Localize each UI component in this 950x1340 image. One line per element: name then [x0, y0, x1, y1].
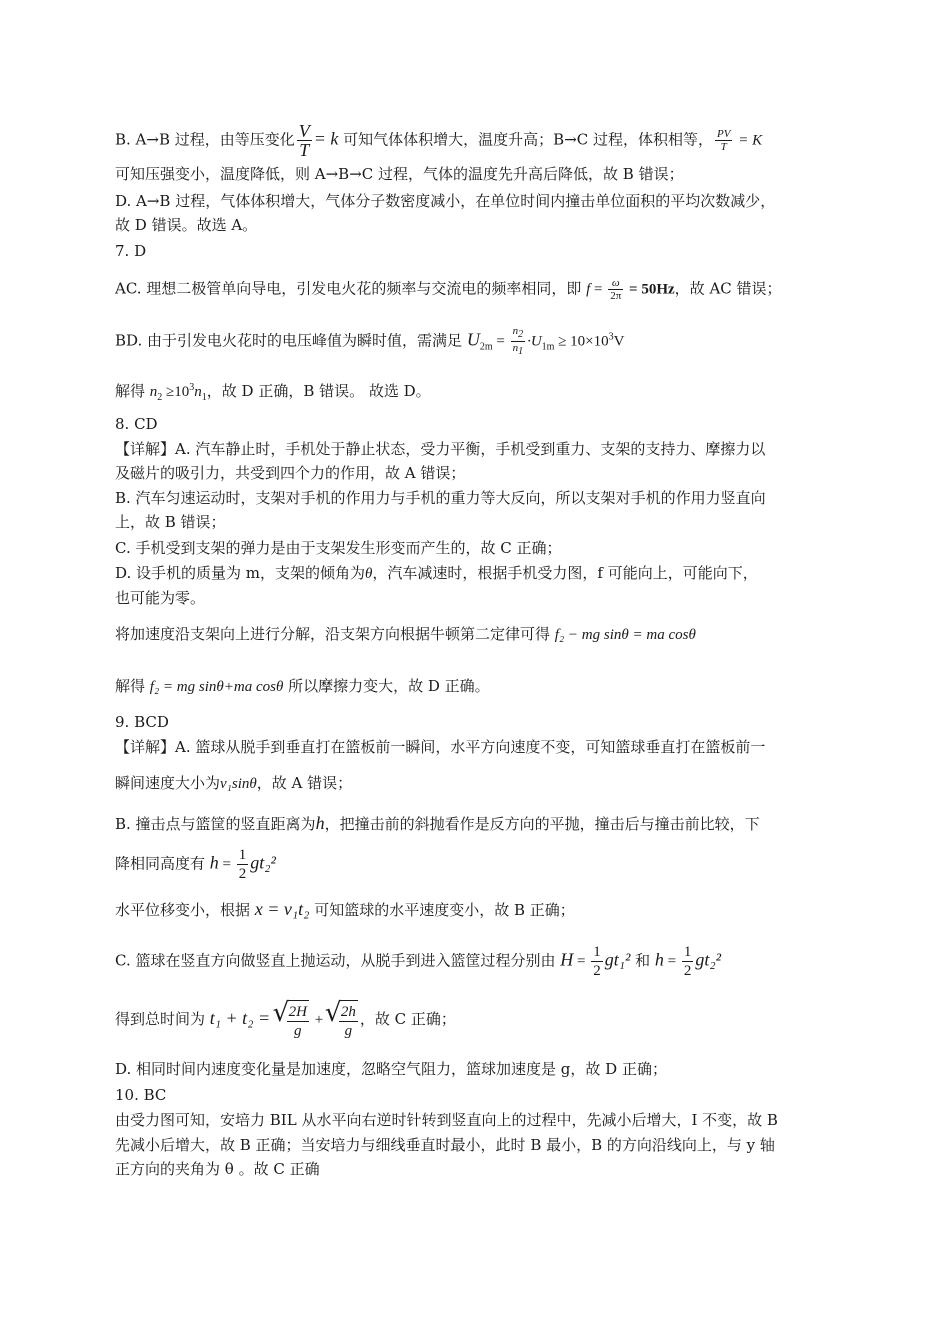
line-q7-ac [115, 277, 782, 302]
text: 水平位移变小，根据 [115, 901, 255, 919]
text: BD. 由于引发电火花时的电压峰值为瞬时值，需满足 [115, 331, 467, 350]
denominator: 2 [238, 866, 247, 882]
sqrt-2h-over-g [327, 1000, 360, 1040]
symbol: gt₂² [695, 949, 722, 970]
text: + [310, 1012, 327, 1028]
text: ≥10 [162, 384, 190, 400]
line-q8-b-2: 上，故 B 错误； [115, 513, 226, 531]
text: ，故 A 错误； [256, 774, 353, 792]
line-q9-b [115, 812, 760, 835]
line-q8-a [115, 438, 765, 460]
text: 将加速度沿支架向上进行分解，沿支架方向根据牛顿第二定律可得 [115, 625, 555, 643]
text: 可知气体体积增大，温度升高；B→C 过程，体积相等， [338, 130, 714, 149]
line-q9-c-2 [115, 1000, 456, 1040]
section-tag: 【详解】 [115, 440, 176, 458]
fraction-pv-over-t [715, 128, 732, 153]
equation: f₂ − mg sinθ = ma cosθ [554, 627, 696, 643]
line-q8-a-2: 及磁片的吸引力，共受到四个力的作用，故 A 错误； [115, 464, 466, 482]
line-q9-a [115, 736, 765, 758]
value: = 50Hz [625, 281, 675, 298]
text: ≥ 10×10 [554, 333, 609, 350]
line-q8-b: B. 汽车匀速运动时，支架对手机的作用力与手机的重力等大反向，所以支架对手机的作用力竖直向 [115, 489, 766, 507]
line-q8-d [115, 562, 758, 585]
numerator [511, 325, 526, 342]
text: = [218, 856, 235, 873]
text: 得到总时间为 [115, 1010, 210, 1028]
denominator: 2π [610, 290, 622, 302]
numerator: PV [717, 128, 731, 140]
text: 所以摩擦力变大，故 D 正确。 [283, 677, 490, 695]
symbol: θ [365, 566, 373, 582]
fraction-half [682, 943, 694, 980]
equation: x = v₁t₂ [254, 899, 310, 919]
line-q9-b-3 [115, 898, 575, 921]
text: = [663, 953, 680, 970]
line-q8-c: C. 手机受到支架的弹力是由于支架发生形变而产生的，故 C 正确； [115, 539, 562, 557]
symbol: h [315, 813, 325, 833]
symbol: n [512, 325, 519, 337]
line-q7-bd [115, 325, 625, 359]
line-q9-b-2 [115, 846, 276, 883]
denominator: 2 [593, 963, 601, 979]
symbol: n [149, 384, 158, 400]
equation: t₁ + t₂ = [209, 1008, 275, 1028]
text: A. 篮球从脱手到垂直打在篮板前一瞬间，水平方向速度不变，可知篮球垂直打在篮板前一 [175, 738, 766, 756]
line-q7-solution [115, 377, 431, 409]
denominator: 2 [683, 963, 692, 979]
numerator: √ 2h [340, 1004, 356, 1020]
line-q8-solution [115, 675, 490, 698]
fraction [287, 1000, 309, 1040]
text: = [590, 281, 607, 298]
symbol: n [194, 384, 202, 400]
denominator: g [294, 1023, 302, 1039]
text: ，汽车减速时，根据手机受力图，f 可能向上，可能向下， [372, 564, 758, 582]
superscript: 3 [608, 331, 614, 343]
symbol: ·U [527, 333, 542, 350]
numerator: ω [608, 277, 623, 290]
text: ，故 AC 错误； [674, 279, 782, 298]
denominator [511, 342, 526, 358]
subscript: 2 [518, 329, 524, 341]
line-q6-b [115, 122, 762, 159]
symbol: U [466, 329, 480, 350]
text: 降相同高度有 [115, 854, 210, 873]
fraction-omega-over-2pi [608, 277, 623, 302]
equation: f₂ = mg sinθ+ma cosθ [149, 679, 284, 695]
line-q6-d: D. A→B 过程，气体体积增大，气体分子数密度减小，在单位时间内撞击单位面积的平均次数减少， [115, 192, 776, 210]
text: C. 篮球在竖直方向做竖直上抛运动，从脱手到进入篮筐过程分别由 [115, 951, 561, 970]
fraction-half [237, 846, 249, 883]
numerator: √ 2H [288, 1004, 307, 1020]
text: AC. 理想二极管单向导电，引发电火花的频率与交流电的频率相同，即 [115, 279, 587, 298]
unit: V [613, 333, 625, 350]
numerator: 1 [238, 847, 247, 863]
subscript: 1 [518, 346, 524, 358]
text: A. 汽车静止时，手机处于静止状态，受力平衡，手机受到重力、支架的支持力、摩擦力以 [175, 440, 766, 458]
line-q9-d: D. 相同时间内速度变化量是加速度，忽略空气阻力，篮球加速度是 g，故 D 正确； [115, 1060, 667, 1078]
question-9-answer: 9. BCD [115, 713, 169, 731]
symbol: f [586, 281, 591, 298]
line-q6-b-2: 可知压强变小，温度降低，则 A→B→C 过程，气体的温度先升高后降低，故 B 错误； [115, 165, 684, 183]
line-q10-3: 正方向的夹角为 θ 。故 C 正确 [115, 1160, 320, 1178]
symbol: gt₁² [604, 949, 631, 970]
text: B. A→B 过程，由等压变化 [115, 130, 295, 149]
text: 解得 [115, 677, 150, 695]
line-q10-1: 由受力图可知，安培力 BIL 从水平向右逆时针转到竖直向上的过程中，先减小后增大，I 不变，故 B [115, 1111, 778, 1129]
denominator: g [344, 1023, 353, 1039]
fraction-half [591, 943, 603, 980]
text: ，故 D 正确，B 错误。 故选 D。 [206, 382, 431, 400]
line-q10-2: 先减小后增大，故 B 正确；当安培力与细线垂直时最小，此时 B 最小，B 的方向沿线向上，与 y 轴 [115, 1136, 775, 1154]
line-q6-d-2: 故 D 错误。故选 A。 [115, 216, 258, 234]
line-q8-decompose [115, 623, 696, 646]
equation-part: = K [734, 132, 763, 149]
section-tag: 【详解】 [115, 738, 176, 756]
line-q8-d-2: 也可能为零。 [115, 589, 206, 607]
equation: v₁sinθ [220, 776, 257, 792]
text: = [492, 333, 509, 350]
text: D. 设手机的质量为 m，支架的倾角为 [115, 564, 366, 582]
text: = [573, 953, 590, 970]
fraction-n2-over-n1 [511, 325, 526, 358]
text: 瞬间速度大小为 [115, 774, 221, 792]
line-q9-a-2 [115, 772, 352, 795]
text: B. 撞击点与篮筐的竖直距离为 [115, 815, 316, 833]
subscript: 1m [541, 341, 555, 353]
fraction [339, 1000, 358, 1040]
symbol: H [560, 949, 574, 970]
denominator: T [720, 141, 727, 153]
question-8-answer: 8. CD [115, 415, 158, 433]
symbol: n [512, 342, 519, 355]
symbol: h [654, 949, 664, 970]
text: ，把撞击前的斜抛看作是反方向的平抛，撞击后与撞击前比较，下 [324, 815, 760, 833]
text: ，故 C 正确； [359, 1010, 456, 1028]
symbol: gt₂² [250, 852, 276, 873]
equation-part: = k [313, 128, 339, 149]
numerator: V [298, 121, 310, 141]
text: 可知篮球的水平速度变小，故 B 正确； [309, 901, 575, 919]
line-q9-c [115, 943, 721, 980]
text: 和 [630, 951, 655, 970]
numerator: 1 [593, 944, 601, 960]
sqrt-2h-over-g [275, 1000, 311, 1040]
subscript: 2m [479, 341, 493, 353]
question-10-answer: 10. BC [115, 1086, 167, 1104]
superscript: 3 [189, 382, 195, 393]
text: 解得 [115, 382, 150, 400]
numerator: 1 [683, 944, 692, 960]
question-7-answer: 7. D [115, 242, 147, 260]
subscript: 1 [201, 392, 207, 403]
fraction-v-over-t [297, 122, 312, 159]
subscript: 2 [157, 392, 163, 403]
symbol: h [209, 852, 219, 873]
denominator: T [299, 140, 310, 160]
